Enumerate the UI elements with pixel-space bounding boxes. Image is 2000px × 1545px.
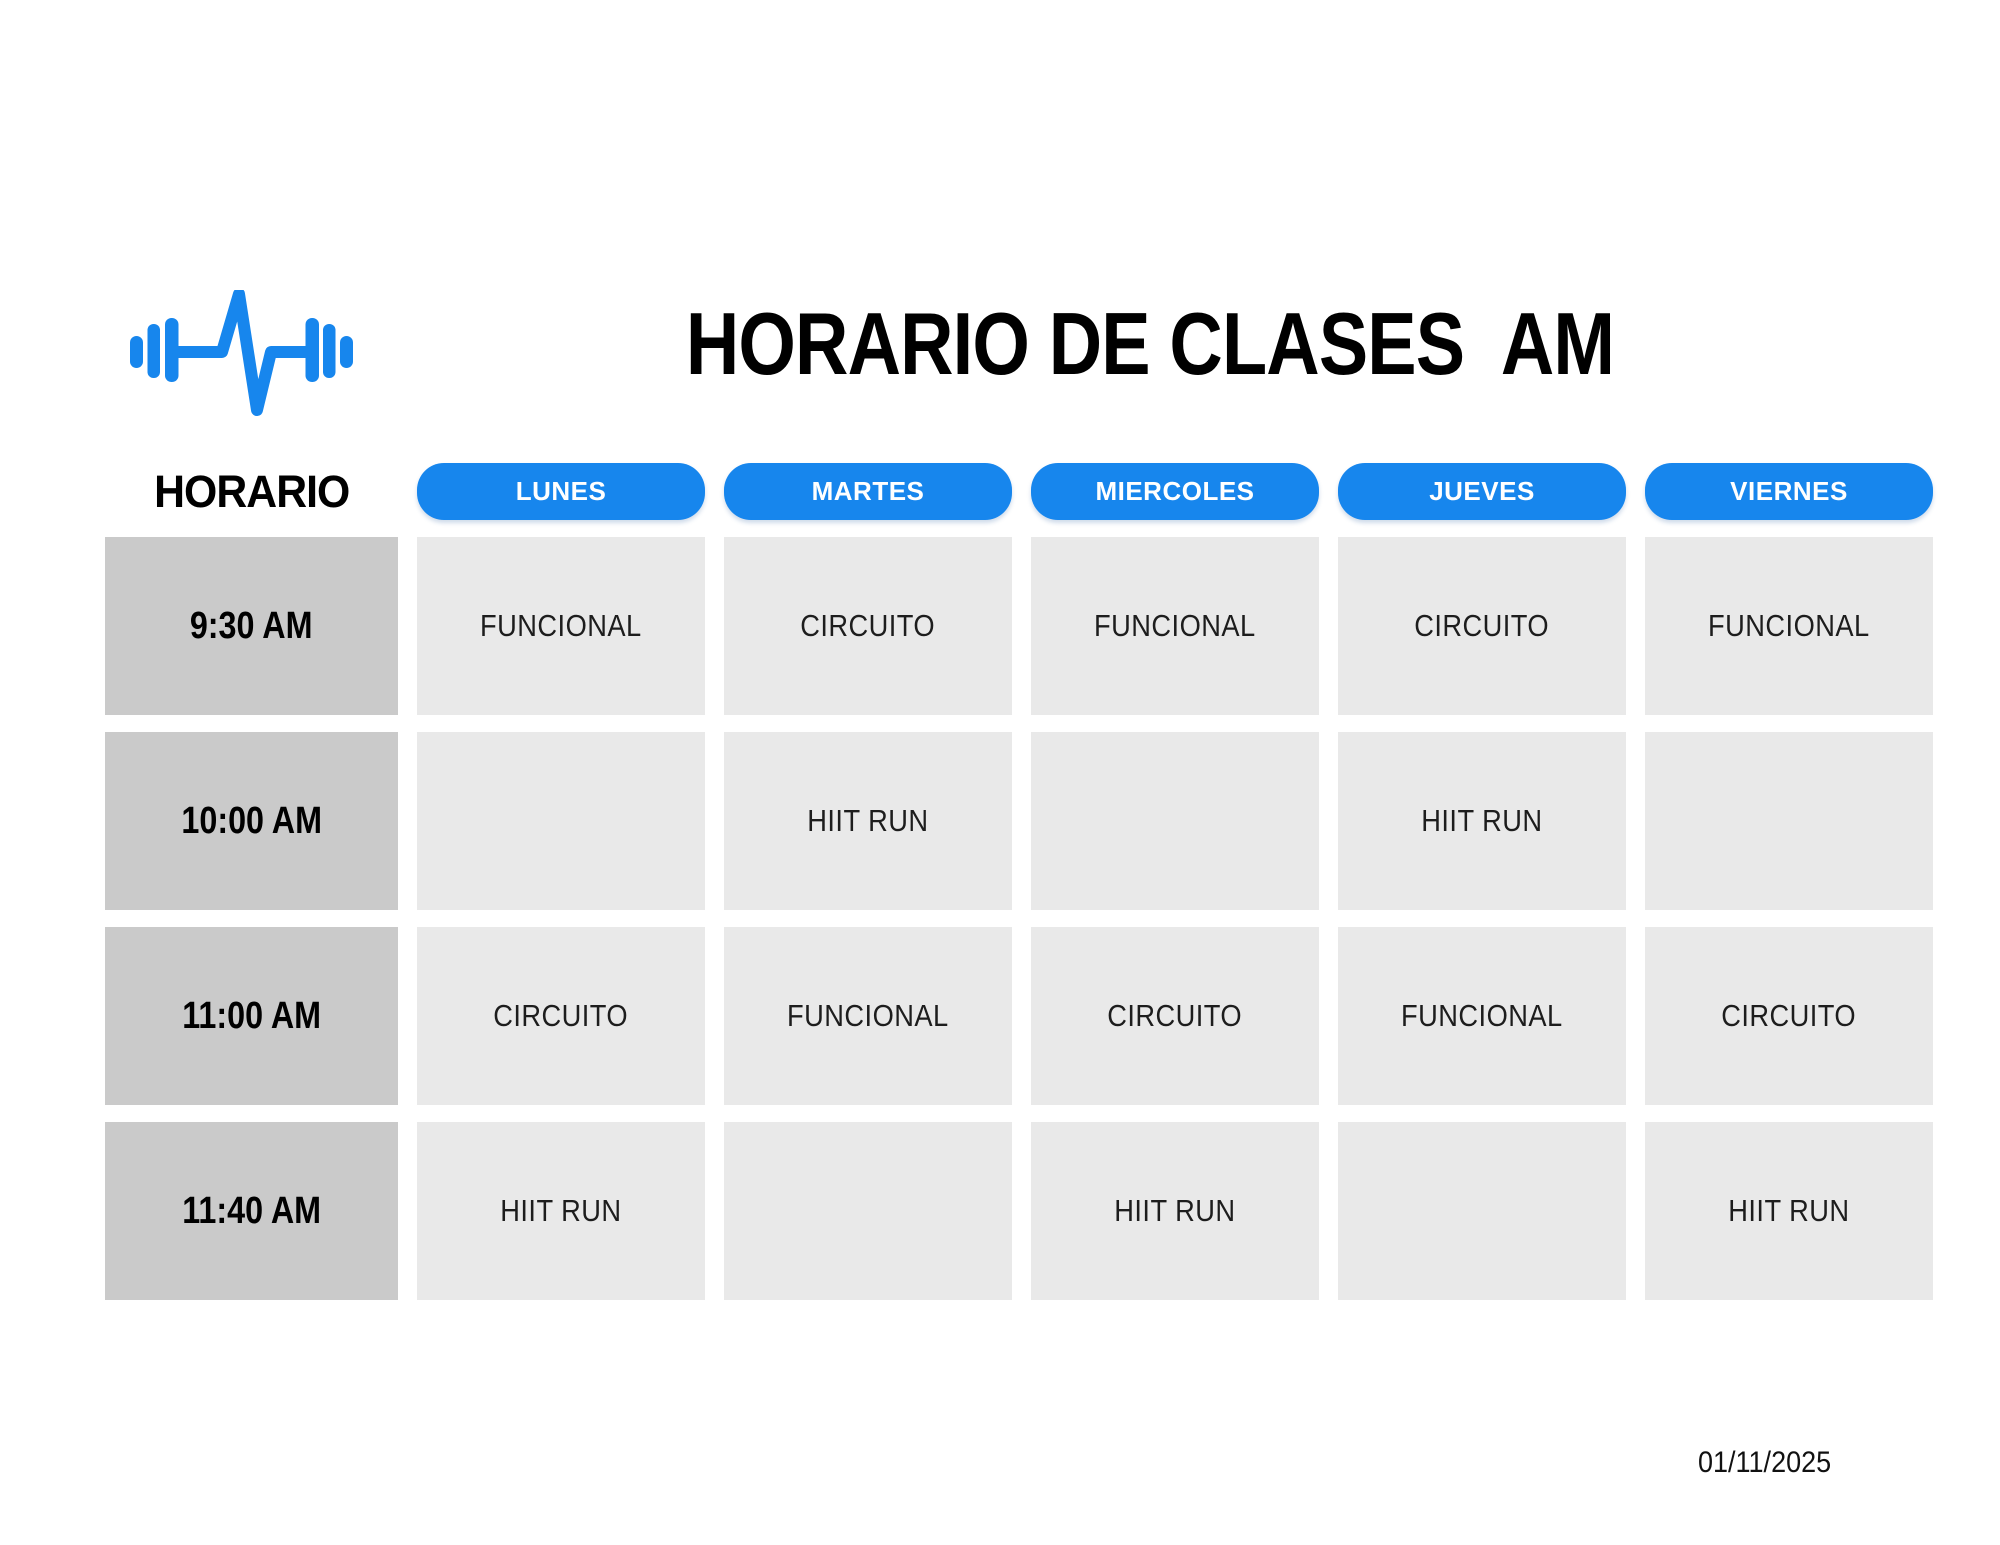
class-cell-930-martes bbox=[724, 537, 1012, 715]
class-cell-930-lunes bbox=[417, 537, 705, 715]
class-cell-1000-jueves bbox=[1338, 732, 1626, 910]
class-label: FUNCIONAL bbox=[1094, 608, 1256, 643]
class-cell-1100-lunes bbox=[417, 927, 705, 1105]
class-cell-1140-lunes bbox=[417, 1122, 705, 1300]
class-cell-1000-lunes bbox=[417, 732, 705, 910]
class-label: FUNCIONAL bbox=[1708, 608, 1870, 643]
class-cell-1100-martes bbox=[724, 927, 1012, 1105]
class-cell-1140-viernes bbox=[1645, 1122, 1933, 1300]
time-cell-1000 bbox=[105, 732, 398, 910]
class-cell-1000-miercoles bbox=[1031, 732, 1319, 910]
class-cell-1140-martes bbox=[724, 1122, 1012, 1300]
class-cell-1100-viernes bbox=[1645, 927, 1933, 1105]
day-header-martes bbox=[724, 463, 1012, 520]
horario-column-header bbox=[105, 463, 398, 520]
class-cell-1000-martes bbox=[724, 732, 1012, 910]
class-cell-930-viernes bbox=[1645, 537, 1933, 715]
class-label: CIRCUITO bbox=[800, 608, 936, 643]
day-header-lunes bbox=[417, 463, 705, 520]
class-cell-1100-jueves bbox=[1338, 927, 1626, 1105]
class-cell-1140-miercoles bbox=[1031, 1122, 1319, 1300]
date-label: 01/11/2025 bbox=[1698, 1446, 1832, 1479]
class-label: HIIT RUN bbox=[1421, 803, 1543, 838]
day-header-viernes bbox=[1645, 463, 1933, 520]
class-label: FUNCIONAL bbox=[1401, 998, 1563, 1033]
day-header-lunes-label: LUNES bbox=[515, 476, 607, 506]
class-label: FUNCIONAL bbox=[480, 608, 642, 643]
time-label: 9:30 AM bbox=[190, 604, 313, 647]
time-cell-1100 bbox=[105, 927, 398, 1105]
day-header-miercoles bbox=[1031, 463, 1319, 520]
day-header-jueves bbox=[1338, 463, 1626, 520]
class-label: CIRCUITO bbox=[1414, 608, 1550, 643]
time-cell-930 bbox=[105, 537, 398, 715]
class-cell-1100-miercoles bbox=[1031, 927, 1319, 1105]
class-label: HIIT RUN bbox=[500, 1193, 622, 1228]
class-label: CIRCUITO bbox=[493, 998, 629, 1033]
class-label: FUNCIONAL bbox=[787, 998, 949, 1033]
class-cell-1000-viernes bbox=[1645, 732, 1933, 910]
class-label: HIIT RUN bbox=[1114, 1193, 1236, 1228]
day-header-viernes-label: VIERNES bbox=[1730, 476, 1848, 506]
time-label: 11:40 AM bbox=[182, 1189, 321, 1232]
time-label: 11:00 AM bbox=[182, 994, 321, 1037]
day-header-miercoles-label: MIERCOLES bbox=[1095, 476, 1255, 506]
class-label: CIRCUITO bbox=[1107, 998, 1243, 1033]
dumbbell-heartbeat-icon bbox=[130, 290, 354, 416]
class-label: HIIT RUN bbox=[1728, 1193, 1850, 1228]
schedule-table bbox=[105, 463, 1933, 1300]
time-label: 10:00 AM bbox=[181, 799, 322, 842]
class-label: CIRCUITO bbox=[1721, 998, 1857, 1033]
day-header-martes-label: MARTES bbox=[811, 476, 925, 506]
time-cell-1140 bbox=[105, 1122, 398, 1300]
class-cell-1140-jueves bbox=[1338, 1122, 1626, 1300]
class-cell-930-miercoles bbox=[1031, 537, 1319, 715]
day-header-jueves-label: JUEVES bbox=[1429, 476, 1535, 506]
page-title: HORARIO DE CLASES AM bbox=[685, 294, 1615, 393]
horario-column-header-label: HORARIO bbox=[153, 465, 350, 517]
class-label: HIIT RUN bbox=[807, 803, 929, 838]
class-cell-930-jueves bbox=[1338, 537, 1626, 715]
